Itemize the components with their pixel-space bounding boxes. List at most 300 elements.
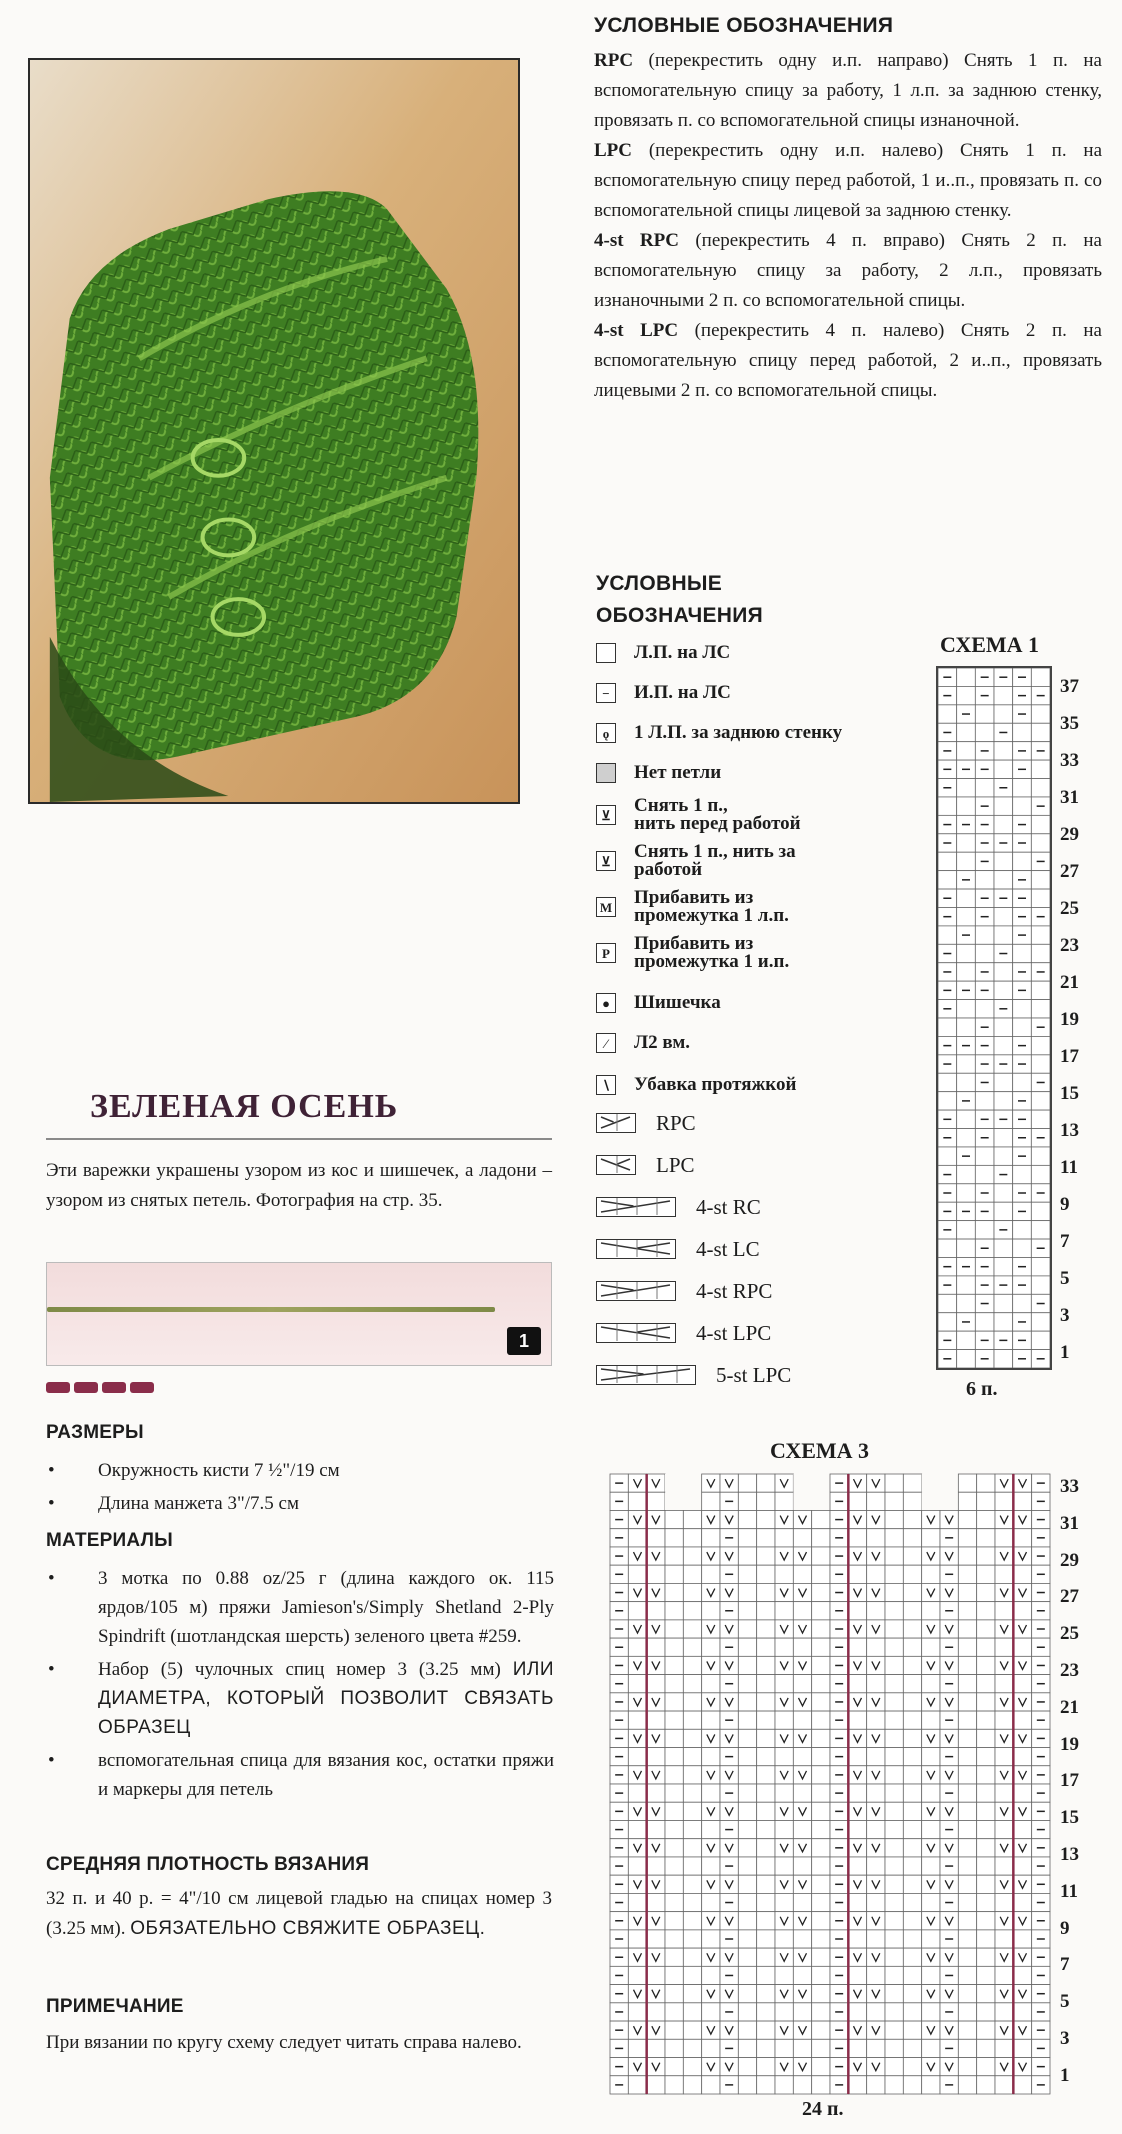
scheme1-cells (938, 668, 1050, 1368)
chart-cell (738, 1620, 756, 1638)
chart-cell (994, 981, 1013, 999)
chart-cell (867, 2021, 885, 2039)
chart-cell (812, 1510, 830, 1528)
chart-cell (738, 1966, 756, 1984)
chart-cell (885, 1711, 903, 1729)
chart-cell (775, 2058, 793, 2076)
chart-cell (647, 1985, 665, 2003)
chart-cell (867, 1510, 885, 1528)
cable-symbol-icon (596, 1239, 676, 1259)
chart-cell (647, 1620, 665, 1638)
chart-cell (738, 1474, 756, 1492)
chart-cell (938, 797, 957, 815)
chart-cell (922, 2021, 940, 2039)
scheme1-row-number: 17 (1060, 1046, 1079, 1067)
chart-cell (957, 1294, 976, 1312)
sizes-heading: РАЗМЕРЫ (46, 1422, 144, 1443)
chart-cell (1013, 1656, 1031, 1674)
chart-cell (793, 1912, 811, 1930)
chart-cell (975, 1221, 994, 1239)
chart-cell (812, 1930, 830, 1948)
chart-cell (903, 1547, 921, 1565)
chart-cell (738, 1893, 756, 1911)
chart-cell (848, 2039, 866, 2057)
chart-cell (757, 1656, 775, 1674)
scheme3-row-number: 33 (1060, 1476, 1079, 1497)
chart-cell (683, 1547, 701, 1565)
chart-cell (994, 686, 1013, 704)
chart-cell (793, 2039, 811, 2057)
chart-cell (702, 1912, 720, 1930)
chart-cell (922, 1857, 940, 1875)
material-text: 3 мотка по 0.88 oz/25 г (длина каждого ок. 115 ярдов/105 м) пряжи Jamieson's/Simply Shetland 2-Ply Spindrift (шотландская шерсть) зеленого цвета #259. (98, 1568, 554, 1647)
chart-cell (793, 1510, 811, 1528)
chart-cell (958, 1656, 976, 1674)
cable-label: RPC (656, 1110, 696, 1135)
chart-cell (1013, 1985, 1031, 2003)
chart-cell (1013, 1966, 1031, 1984)
chart-cell (958, 1966, 976, 1984)
legend-top-paragraph (594, 46, 1102, 136)
chart-cell (793, 2021, 811, 2039)
chart-cell (885, 1675, 903, 1693)
legend-label: Л2 вм. (634, 1032, 691, 1053)
chart-cell (885, 1693, 903, 1711)
chart-cell (628, 1839, 646, 1857)
chart-cell (757, 1638, 775, 1656)
chart-cell (995, 2039, 1013, 2057)
chart-cell (994, 1092, 1013, 1110)
chart-cell (812, 1820, 830, 1838)
chart-cell (995, 1857, 1013, 1875)
chart-cell (957, 1055, 976, 1073)
chart-cell (647, 1602, 665, 1620)
chart-cell (628, 1602, 646, 1620)
cable-label: LPC (656, 1152, 695, 1177)
chart-cell (848, 1529, 866, 1547)
chart-cell (848, 1766, 866, 1784)
chart-cell (958, 1912, 976, 1930)
chart-cell (994, 1313, 1013, 1331)
chart-cell (665, 1547, 683, 1565)
chart-cell (738, 2039, 756, 2057)
chart-cell (647, 1656, 665, 1674)
chart-cell (757, 1565, 775, 1583)
chart-cell (628, 2039, 646, 2057)
chart-cell (683, 2076, 701, 2094)
chart-cell (958, 1893, 976, 1911)
difficulty-bars (46, 1382, 154, 1393)
chart-cell (793, 1930, 811, 1948)
material-caps-text: ИЛИ ДИАМЕТРА, КОТОРЫЙ ПОЗВОЛИТ СВЯЗАТЬ ОБРАЗЕЦ (98, 1659, 555, 1738)
chart-cell (958, 1529, 976, 1547)
chart-cell (867, 2039, 885, 2057)
chart-cell (903, 1638, 921, 1656)
chart-cell (977, 1930, 995, 1948)
scheme1-row-number: 9 (1060, 1194, 1070, 1215)
chart-cell (720, 1620, 738, 1638)
chart-cell (885, 1583, 903, 1601)
scheme3-row-number: 29 (1060, 1549, 1079, 1571)
chart-cell (903, 1693, 921, 1711)
scheme1-row-number: 23 (1060, 935, 1079, 956)
chart-cell (1031, 705, 1050, 723)
legend-cable-item (596, 1276, 772, 1306)
chart-cell (720, 1839, 738, 1857)
chart-cell (665, 1766, 683, 1784)
chart-cell (885, 1875, 903, 1893)
chart-cell (995, 1820, 1013, 1838)
chart-cell (957, 1221, 976, 1239)
chart-cell (1013, 1620, 1031, 1638)
chart-cell (995, 1492, 1013, 1510)
chart-cell (940, 1474, 958, 1492)
chart-cell (1031, 668, 1050, 686)
chart-cell (977, 2076, 995, 2094)
chart-cell (958, 1820, 976, 1838)
chart-cell (903, 1565, 921, 1583)
chart-cell (683, 1565, 701, 1583)
chart-cell (922, 1802, 940, 1820)
legend-top-title: УСЛОВНЫЕ ОБОЗНАЧЕНИЯ (594, 14, 894, 37)
legend-cable-item (596, 1234, 760, 1264)
chart-cell (665, 2039, 683, 2057)
chart-cell (793, 1602, 811, 1620)
chart-cell (922, 2058, 940, 2076)
chart-cell (647, 1820, 665, 1838)
chart-cell (885, 1985, 903, 2003)
chart-cell (1031, 1202, 1050, 1220)
chart-cell (702, 2003, 720, 2021)
chart-cell (775, 1565, 793, 1583)
chart-cell (702, 1547, 720, 1565)
chart-cell (793, 1948, 811, 1966)
chart-cell (994, 815, 1013, 833)
note-text: При вязании по кругу схему следует читать справа налево. (46, 2032, 522, 2053)
chart-cell (665, 1948, 683, 1966)
chart-cell (812, 1729, 830, 1747)
chart-cell (994, 1018, 1013, 1036)
chart-cell (957, 1350, 976, 1368)
chart-cell (994, 1073, 1013, 1091)
chart-cell (1013, 1729, 1031, 1747)
chart-cell (647, 1893, 665, 1911)
chart-cell (702, 1602, 720, 1620)
chart-cell (977, 2058, 995, 2076)
chart-cell (957, 1018, 976, 1036)
chart-cell (775, 1620, 793, 1638)
legend-symbol-icon: ⊻ (596, 805, 616, 825)
chart-cell (1031, 1257, 1050, 1275)
chart-cell (793, 1985, 811, 2003)
chart-cell (702, 1675, 720, 1693)
chart-cell (848, 1675, 866, 1693)
chart-cell (922, 1875, 940, 1893)
chart-cell (1013, 1912, 1031, 1930)
chart-cell (975, 1313, 994, 1331)
chart-cell (775, 1893, 793, 1911)
chart-cell (757, 1474, 775, 1492)
chart-cell (665, 1729, 683, 1747)
chart-cell (812, 1857, 830, 1875)
chart-cell (1031, 779, 1050, 797)
chart-cell (885, 1656, 903, 1674)
chart-cell (903, 2039, 921, 2057)
chart-cell (683, 1802, 701, 1820)
chart-cell (995, 1583, 1013, 1601)
legend-item (596, 933, 790, 972)
legend-symbol-icon: P (596, 943, 616, 963)
chart-cell (738, 1857, 756, 1875)
chart-cell (994, 852, 1013, 870)
chart-cell (848, 1966, 866, 1984)
chart-cell (628, 2058, 646, 2076)
chart-cell (683, 2039, 701, 2057)
chart-cell (757, 1966, 775, 1984)
chart-cell (940, 1492, 958, 1510)
chart-cell (848, 1711, 866, 1729)
chart-cell (793, 1784, 811, 1802)
chart-cell (683, 1748, 701, 1766)
chart-cell (994, 1202, 1013, 1220)
cable-symbol-icon (596, 1155, 636, 1175)
chart-cell (665, 1638, 683, 1656)
chart-cell (994, 1350, 1013, 1368)
chart-cell (940, 2021, 958, 2039)
chart-cell (885, 1912, 903, 1930)
chart-cell (885, 1893, 903, 1911)
chart-cell (885, 1857, 903, 1875)
chart-cell (1031, 871, 1050, 889)
chart-cell (848, 1893, 866, 1911)
chart-cell (757, 1766, 775, 1784)
chart-cell (775, 1583, 793, 1601)
chart-cell (775, 1875, 793, 1893)
chart-cell (958, 1565, 976, 1583)
chart-cell (975, 705, 994, 723)
chart-cell (683, 1602, 701, 1620)
scheme3-row-number: 5 (1060, 1991, 1070, 2013)
chart-cell (793, 1748, 811, 1766)
chart-cell (848, 2076, 866, 2094)
chart-cell (995, 1656, 1013, 1674)
chart-cell (1013, 2021, 1031, 2039)
chart-cell (922, 1620, 940, 1638)
chart-cell (812, 1784, 830, 1802)
material-text: Набор (5) чулочных спиц номер 3 (3.25 мм) (98, 1659, 501, 1680)
chart-cell (867, 1966, 885, 1984)
chart-cell (647, 1802, 665, 1820)
chart-cell (958, 1675, 976, 1693)
chart-cell (738, 1565, 756, 1583)
chart-cell (922, 1748, 940, 1766)
chart-cell (683, 1675, 701, 1693)
chart-cell (812, 1966, 830, 1984)
chart-cell (683, 1839, 701, 1857)
chart-cell (977, 1711, 995, 1729)
chart-cell (994, 1147, 1013, 1165)
chart-cell (702, 1656, 720, 1674)
chart-cell (885, 1748, 903, 1766)
chart-cell (793, 1675, 811, 1693)
chart-cell (885, 1839, 903, 1857)
chart-cell (903, 1857, 921, 1875)
chart-cell (702, 1802, 720, 1820)
chart-cell (885, 1620, 903, 1638)
chart-cell (793, 1656, 811, 1674)
chart-cell (848, 1602, 866, 1620)
chart-cell (885, 1565, 903, 1583)
chart-cell (720, 1912, 738, 1930)
chart-cell (702, 1748, 720, 1766)
legend-cable-item (596, 1108, 696, 1138)
chart-cell (940, 1948, 958, 1966)
chart-cell (812, 2039, 830, 2057)
chart-cell (793, 1839, 811, 1857)
cable-term: RPC (594, 50, 649, 71)
chart-cell (793, 1620, 811, 1638)
chart-cell (702, 1638, 720, 1656)
difficulty-bar (102, 1382, 126, 1393)
chart-cell (812, 1748, 830, 1766)
chart-cell (1013, 1693, 1031, 1711)
chart-cell (775, 1985, 793, 2003)
chart-cell (683, 1620, 701, 1638)
chart-cell (867, 1893, 885, 1911)
chart-cell (885, 2003, 903, 2021)
chart-cell (922, 2003, 940, 2021)
chart-cell (757, 1693, 775, 1711)
chart-cell (757, 1893, 775, 1911)
chart-cell (885, 2076, 903, 2094)
chart-cell (665, 1802, 683, 1820)
chart-cell (977, 1492, 995, 1510)
chart-cell (958, 1766, 976, 1784)
chart-cell (1013, 1239, 1032, 1257)
chart-cell (958, 1748, 976, 1766)
chart-cell (958, 1693, 976, 1711)
chart-cell (977, 1820, 995, 1838)
chart-cell (867, 1492, 885, 1510)
chart-cell (995, 1930, 1013, 1948)
cable-label: 5-st LPC (716, 1362, 792, 1387)
chart-cell (628, 1912, 646, 1930)
chart-cell (647, 2058, 665, 2076)
chart-cell (995, 1693, 1013, 1711)
chart-cell (977, 1748, 995, 1766)
chart-cell (957, 852, 976, 870)
scheme1-row-number: 11 (1060, 1157, 1078, 1178)
scheme1-row-number: 7 (1060, 1231, 1070, 1252)
scheme3-row-number: 13 (1060, 1844, 1079, 1865)
chart-cell (995, 2058, 1013, 2076)
legend-item (596, 887, 789, 926)
chart-cell (683, 1729, 701, 1747)
legend-cable-item (596, 1360, 791, 1390)
scheme1-title: СХЕМА 1 (940, 632, 1040, 657)
chart-cell (720, 1474, 738, 1492)
chart-cell (922, 1839, 940, 1857)
chart-cell (940, 1656, 958, 1674)
chart-cell (665, 1839, 683, 1857)
chart-cell (1013, 1073, 1032, 1091)
legend-symbol-icon: ǫ (596, 723, 616, 743)
chart-cell (977, 1583, 995, 1601)
chart-cell (793, 1857, 811, 1875)
chart-cell (665, 1893, 683, 1911)
chart-cell (922, 1948, 940, 1966)
chart-cell (867, 1802, 885, 1820)
chart-cell (757, 2058, 775, 2076)
legend-item (596, 795, 801, 834)
chart-cell (665, 1857, 683, 1875)
chart-cell (647, 2076, 665, 2094)
scheme1-row-number: 15 (1060, 1083, 1079, 1104)
chart-cell (995, 1966, 1013, 1984)
chart-cell (812, 1912, 830, 1930)
chart-cell (848, 1839, 866, 1857)
chart-cell (922, 1693, 940, 1711)
cable-symbol-icon (596, 1323, 676, 1343)
chart-cell (683, 1966, 701, 1984)
chart-cell (812, 1638, 830, 1656)
chart-cell (812, 1565, 830, 1583)
chart-cell (940, 1729, 958, 1747)
chart-cell (958, 2003, 976, 2021)
chart-cell (1013, 2076, 1031, 2094)
chart-cell (922, 1492, 940, 1510)
chart-cell (738, 1711, 756, 1729)
chart-cell (757, 1948, 775, 1966)
chart-cell (812, 2076, 830, 2094)
chart-cell (775, 1912, 793, 1930)
chart-cell (1013, 1948, 1031, 1966)
chart-cell (720, 1729, 738, 1747)
chart-cell (775, 1474, 793, 1492)
chart-cell (994, 797, 1013, 815)
chart-cell (867, 1583, 885, 1601)
legend-cable-item (596, 1318, 771, 1348)
chart-cell (793, 1529, 811, 1547)
chart-cell (628, 1820, 646, 1838)
legend-cable-item (596, 1192, 761, 1222)
chart-cell (702, 1711, 720, 1729)
chart-cell (977, 1912, 995, 1930)
chart-cell (922, 1820, 940, 1838)
chart-cell (848, 1510, 866, 1528)
chart-cell (995, 1948, 1013, 1966)
chart-cell (903, 2076, 921, 2094)
chart-cell (738, 2076, 756, 2094)
chart-cell (702, 1729, 720, 1747)
materials-list (42, 1564, 554, 1808)
gauge-heading: СРЕДНЯЯ ПЛОТНОСТЬ ВЯЗАНИЯ (46, 1854, 370, 1875)
chart-cell (793, 2003, 811, 2021)
chart-cell (647, 1675, 665, 1693)
chart-cell (647, 1711, 665, 1729)
chart-cell (1013, 1839, 1031, 1857)
size-item: • Окружность кисти 7 ½"/19 см (48, 1460, 340, 1481)
chart-cell (938, 926, 957, 944)
chart-cell (957, 907, 976, 925)
chart-cell (757, 2039, 775, 2057)
chart-cell (848, 1565, 866, 1583)
chart-cell (812, 1656, 830, 1674)
chart-cell (1031, 944, 1050, 962)
material-item: • 3 мотка по 0.88 oz/25 г (длина каждого ок. 115 ярдов/105 м) пряжи Jamieson's/Simply Shetland 2-Ply Spindrift (шотландская шерсть) зеленого цвета #259. (48, 1568, 554, 1647)
chart-cell (1013, 1638, 1031, 1656)
chart-cell (628, 2076, 646, 2094)
